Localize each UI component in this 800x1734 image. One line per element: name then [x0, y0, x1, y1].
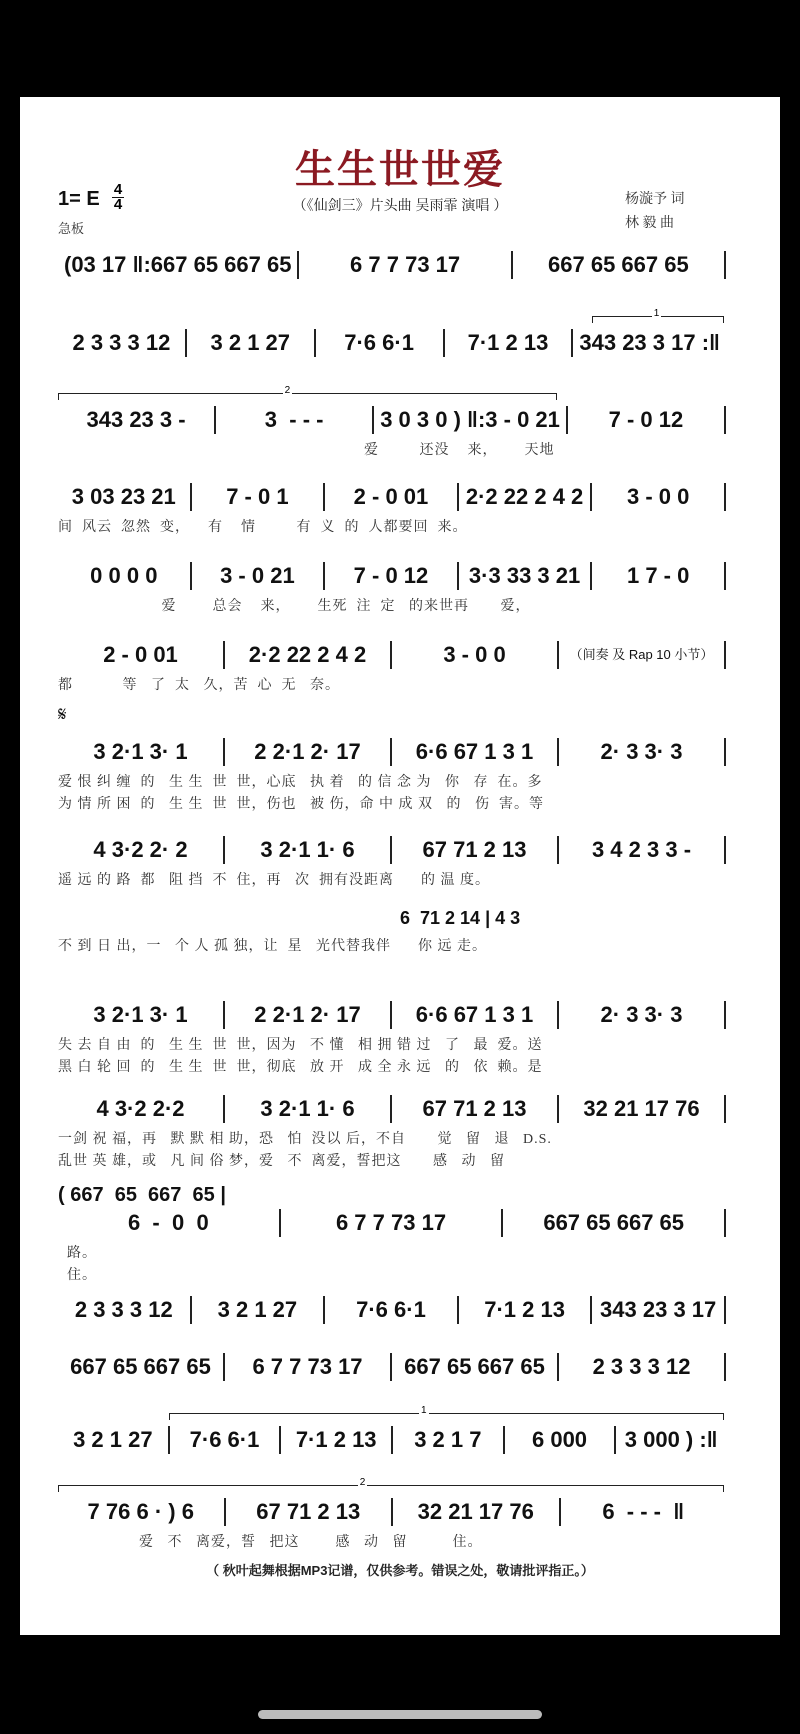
- measure: 2 - 0 01: [325, 483, 459, 511]
- measure: 6·6 67 1 3 1: [392, 738, 559, 766]
- measure: 3 2·1 1· 6: [225, 1095, 392, 1123]
- score-row: [58, 328, 726, 358]
- measure: 67 71 2 13: [392, 836, 559, 864]
- measure: 2 2·1 2· 17: [225, 1001, 392, 1029]
- lyric-line: 爱 总会 来， 生死 注 定 的来世再 爱，: [58, 599, 531, 614]
- measure: 667 65 667 65: [392, 1353, 559, 1381]
- measure: 3 2·1 3· 1: [58, 1001, 225, 1029]
- time-signature-top: 4: [113, 181, 123, 198]
- measure: 3 2·1 1· 6: [225, 836, 392, 864]
- measure: 2 - 0 01: [58, 641, 225, 669]
- lyric-line: 爱 还没 来， 天地: [58, 443, 555, 458]
- measure: 0 0 0 0: [58, 562, 192, 590]
- lyricist-credit: 杨漩予 词: [625, 192, 685, 207]
- score-row: [58, 1094, 726, 1124]
- measure: 2 3 3 3 12: [559, 1353, 726, 1381]
- lyric-line: 乱世 英 雄，或 凡 间 俗 梦，爱 不 离爱，誓把这 感 动 留: [58, 1154, 505, 1169]
- measure: 343 23 3 -: [58, 406, 216, 434]
- measure: 6 000: [505, 1426, 617, 1454]
- measure: 4 3·2 2· 2: [58, 836, 225, 864]
- time-signature-bottom: 4: [113, 196, 123, 213]
- key-signature: 1= E: [58, 188, 100, 210]
- measure: 3 03 23 21: [58, 483, 192, 511]
- measure: 3·3 33 3 21: [459, 562, 593, 590]
- lyric-line: 黑 白 轮 回 的 生 生 世 世，彻底 放 开 成 全 永 远 的 依 赖。是: [58, 1060, 543, 1075]
- measure: 2 3 3 3 12: [58, 1296, 192, 1324]
- measure: 6 - 0 0: [58, 1209, 281, 1237]
- score-row: [58, 561, 726, 591]
- measure: 3 0 3 0 ) ‖:3 - 0 21: [374, 406, 568, 434]
- measure: 32 21 17 76: [393, 1498, 561, 1526]
- home-indicator[interactable]: [258, 1710, 542, 1719]
- measure: 6 7 7 73 17: [225, 1353, 392, 1381]
- measure: 2 3 3 3 12: [58, 329, 187, 357]
- measure: 32 21 17 76: [559, 1095, 726, 1123]
- score-row: [58, 835, 726, 865]
- score-row: [58, 482, 726, 512]
- measure: 2· 3 3· 3: [559, 1001, 726, 1029]
- score-row: [58, 737, 726, 767]
- measure: (03 17 ‖:667 65 667 65: [58, 251, 299, 279]
- measure: 67 71 2 13: [392, 1095, 559, 1123]
- measure: 343 23 3 17: [592, 1296, 726, 1324]
- measure: 6 7 7 73 17: [299, 251, 512, 279]
- measure: 2· 3 3· 3: [559, 738, 726, 766]
- measure: 7·1 2 13: [445, 329, 574, 357]
- score-row: [58, 1425, 726, 1455]
- measure: 7·1 2 13: [281, 1426, 393, 1454]
- measure: 6 - - - ‖: [602, 1499, 685, 1524]
- lyric-line: 住。: [58, 1268, 97, 1283]
- measure: 7·6 6·1: [170, 1426, 282, 1454]
- score-row: [58, 1208, 726, 1238]
- measure: 1 7 - 0: [592, 562, 726, 590]
- lyric-line: 间 风云 忽然 变， 有 情 有 义 的 人都要回 来。: [58, 520, 468, 535]
- score-row: [58, 1497, 726, 1527]
- lyric-line: 为 情 所 困 的 生 生 世 世，伤也 被 伤，命 中 成 双 的 伤 害。等: [58, 797, 544, 812]
- measure: 343 23 3 17 :‖: [579, 330, 720, 355]
- measure: 2·2 22 2 4 2: [459, 483, 593, 511]
- volta-bracket: [58, 1477, 724, 1492]
- bridge-notes: 6 71 2 14 | 4 3: [400, 908, 521, 928]
- volta-number: 2: [284, 385, 291, 396]
- volta-number: 1: [421, 1405, 427, 1416]
- measure: 67 71 2 13: [226, 1498, 394, 1526]
- measure: 3 2 1 27: [187, 329, 316, 357]
- measure: 7 76 6 · ) 6: [58, 1498, 226, 1526]
- lyric-line: 爱 不 离爱，誓 把这 感 动 留 住。: [58, 1535, 483, 1550]
- measure: 3 - - -: [216, 406, 374, 434]
- score-row: [58, 1000, 726, 1030]
- lyric-line: 爱 恨 纠 缠 的 生 生 世 世，心底 执 着 的 信 念 为 你 存 在。多: [58, 775, 543, 790]
- lyric-line: 都 等 了 太 久，苦 心 无 奈。: [58, 678, 340, 693]
- score-row: [58, 1352, 726, 1382]
- measure: 3 2·1 3· 1: [58, 738, 225, 766]
- lyric-line: 路。: [58, 1246, 97, 1261]
- measure: 3 2 1 27: [192, 1296, 326, 1324]
- composer-credit: 林 毅 曲: [625, 216, 674, 231]
- measure: 3 2 1 27: [58, 1426, 170, 1454]
- score-row: [58, 640, 726, 670]
- measure: 7 - 0 1: [192, 483, 326, 511]
- measure: 3 2 1 7: [393, 1426, 505, 1454]
- lyric-line: 一剑 祝 福，再 默 默 相 助，恐 怕 没以 后，不自 觉 留 退 D.S.: [58, 1132, 552, 1147]
- score-row: [58, 1295, 726, 1325]
- volta-number: 1: [653, 308, 660, 319]
- measure: 667 65 667 65: [513, 251, 726, 279]
- measure: 4 3·2 2·2: [58, 1095, 225, 1123]
- volta-bracket: [169, 1405, 724, 1420]
- subtitle: （《仙剑三》片头曲 吴雨霏 演唱 ）: [292, 197, 508, 213]
- measure: 667 65 667 65: [58, 1353, 225, 1381]
- measure: 6·6 67 1 3 1: [392, 1001, 559, 1029]
- song-title: 生生世世爱: [295, 147, 505, 193]
- score-row: [58, 405, 726, 435]
- measure: 3 - 0 0: [592, 483, 726, 511]
- bridge-lyric: 不 到 日 出，一 个 人 孤 独，让 星 光代替我伴 你 远 走。: [58, 939, 487, 954]
- volta-bracket: [592, 308, 724, 323]
- volta-bracket: [58, 385, 557, 400]
- measure: 7·1 2 13: [459, 1296, 593, 1324]
- interlude-upper-staff: ( 667 65 667 65 |: [58, 1184, 226, 1206]
- measure: 2 2·1 2· 17: [225, 738, 392, 766]
- measure: 3 - 0 21: [192, 562, 326, 590]
- measure: 7 - 0 12: [325, 562, 459, 590]
- measure: 6 7 7 73 17: [281, 1209, 504, 1237]
- measure: 2·2 22 2 4 2: [225, 641, 392, 669]
- measure: 3 - 0 0: [392, 641, 559, 669]
- measure: 3 000 ) :‖: [624, 1427, 718, 1452]
- volta-number: 2: [359, 1477, 366, 1488]
- transcription-note: （ 秋叶起舞根据MP3记谱，仅供参考。错误之处，敬请批评指正。）: [206, 1563, 594, 1578]
- measure: 3 4 2 3 3 -: [559, 836, 726, 864]
- score-row: [58, 250, 726, 280]
- measure: （间奏 及 Rap 10 小节）: [559, 641, 726, 669]
- lyric-line: 遥 远 的 路 都 阻 挡 不 住，再 次 拥有没距离 的 温 度。: [58, 873, 490, 888]
- measure: 7 - 0 12: [568, 406, 726, 434]
- measure: 7·6 6·1: [316, 329, 445, 357]
- segno-sign: 𝄋: [58, 704, 67, 726]
- lyric-line: 失 去 自 由 的 生 生 世 世，因为 不 懂 相 拥 错 过 了 最 爱。送: [58, 1038, 543, 1053]
- tempo-marking: 急板: [58, 221, 85, 236]
- measure: 7·6 6·1: [325, 1296, 459, 1324]
- measure: 667 65 667 65: [503, 1209, 726, 1237]
